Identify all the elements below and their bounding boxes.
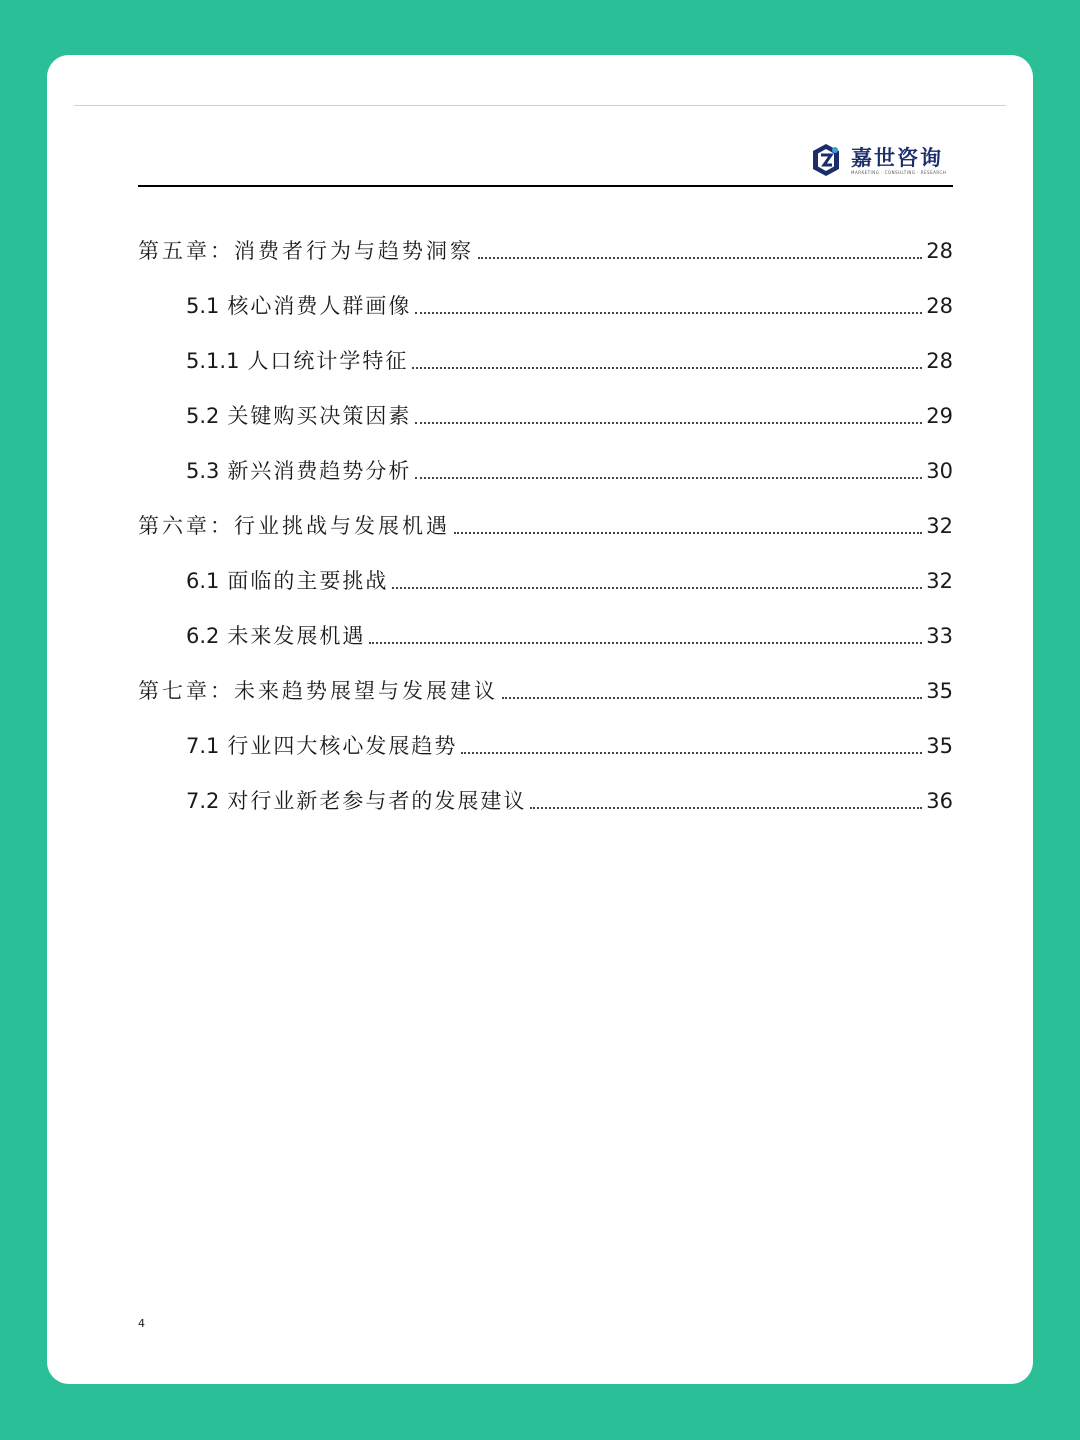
toc-section-number: 5.1 — [186, 294, 220, 318]
toc-leader-dots — [415, 477, 922, 479]
toc-section-number: 7.2 — [186, 789, 220, 813]
toc-page-number: 32 — [926, 514, 953, 538]
toc-entry-title: 未来发展机遇 — [227, 624, 366, 648]
toc-entry-5-3[interactable] — [138, 430, 953, 485]
toc-page-number: 32 — [926, 569, 953, 593]
header-divider — [138, 185, 953, 187]
toc-leader-dots — [478, 257, 922, 259]
toc-section-number: 7.1 — [186, 734, 220, 758]
logo-mark-icon — [811, 143, 841, 177]
toc-entry-title: 第七章：未来趋势展望与发展建议 — [138, 679, 498, 703]
toc-entry-chapter-6[interactable] — [138, 485, 953, 540]
toc-leader-dots — [392, 587, 922, 589]
toc-entry-chapter-7[interactable] — [138, 650, 953, 705]
toc-entry-title: 面临的主要挑战 — [227, 569, 389, 593]
toc-entry-chapter-5[interactable] — [138, 210, 953, 265]
toc-page-number: 28 — [926, 294, 953, 318]
toc-entry-title: 对行业新老参与者的发展建议 — [227, 789, 527, 813]
toc-entry-title: 行业四大核心发展趋势 — [227, 734, 458, 758]
toc-entry-title: 核心消费人群画像 — [227, 294, 412, 318]
table-of-contents — [138, 210, 953, 815]
toc-page-number: 33 — [926, 624, 953, 648]
logo-name: 嘉世咨询 — [851, 145, 943, 170]
toc-leader-dots — [502, 697, 922, 699]
footer-page-number: 4 — [138, 1317, 145, 1330]
company-logo — [811, 141, 957, 179]
toc-page-number: 35 — [926, 679, 953, 703]
toc-section-number: 5.1.1 — [186, 349, 240, 373]
toc-section-number: 5.3 — [186, 459, 220, 483]
toc-page-number: 35 — [926, 734, 953, 758]
toc-page-number: 29 — [926, 404, 953, 428]
toc-leader-dots — [412, 367, 922, 369]
toc-entry-title: 新兴消费趋势分析 — [227, 459, 412, 483]
toc-page-number: 36 — [926, 789, 953, 813]
toc-entry-title: 第五章：消费者行为与趋势洞察 — [138, 239, 474, 263]
top-divider — [74, 105, 1006, 106]
toc-entry-7-1[interactable] — [138, 705, 953, 760]
toc-entry-title: 关键购买决策因素 — [227, 404, 412, 428]
toc-entry-title: 第六章：行业挑战与发展机遇 — [138, 514, 450, 538]
toc-section-number: 5.2 — [186, 404, 220, 428]
toc-page-number: 28 — [926, 239, 953, 263]
toc-entry-7-2[interactable] — [138, 760, 953, 815]
toc-page-number: 28 — [926, 349, 953, 373]
toc-leader-dots — [415, 312, 922, 314]
toc-leader-dots — [415, 422, 922, 424]
toc-section-number: 6.2 — [186, 624, 220, 648]
toc-leader-dots — [369, 642, 922, 644]
toc-leader-dots — [530, 807, 922, 809]
toc-entry-5-1-1[interactable] — [138, 320, 953, 375]
toc-entry-6-1[interactable] — [138, 540, 953, 595]
logo-subtitle: MARKETING · CONSULTING · RESEARCH — [851, 169, 947, 175]
toc-leader-dots — [461, 752, 922, 754]
toc-entry-6-2[interactable] — [138, 595, 953, 650]
toc-entry-5-2[interactable] — [138, 375, 953, 430]
toc-leader-dots — [454, 532, 922, 534]
toc-section-number: 6.1 — [186, 569, 220, 593]
document-page — [47, 55, 1033, 1384]
toc-entry-title: 人口统计学特征 — [247, 349, 409, 373]
toc-entry-5-1[interactable] — [138, 265, 953, 320]
toc-page-number: 30 — [926, 459, 953, 483]
